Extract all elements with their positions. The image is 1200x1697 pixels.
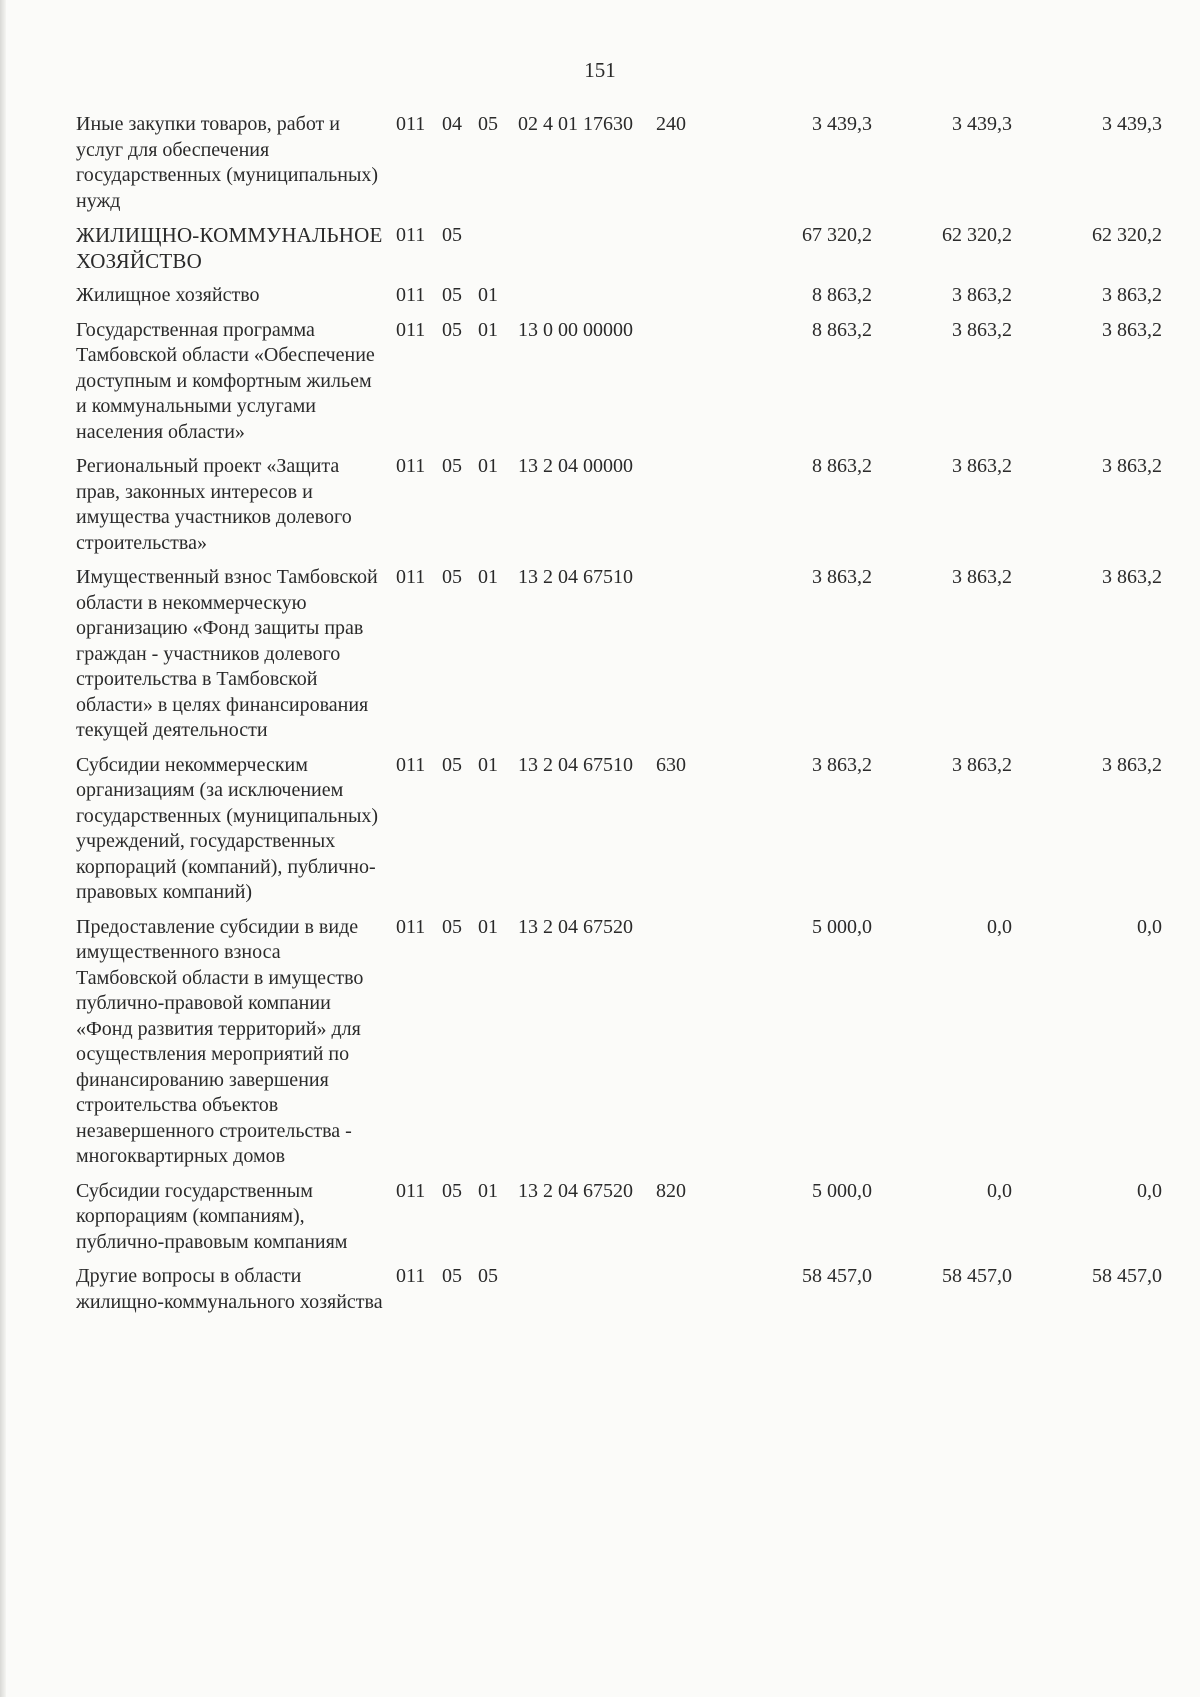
row-vr: 630 bbox=[656, 753, 686, 776]
row-name: Региональный проект «Защита прав, законных интересов и имущества участников долевого строительства» bbox=[76, 455, 352, 554]
row-sum-1: 8 863,2 bbox=[812, 284, 872, 306]
row-vr bbox=[656, 223, 722, 283]
row-csr: 13 2 04 67510 bbox=[518, 566, 633, 588]
row-name: Предоставление субсидии в виде имущественного взноса Тамбовской области в имущество публично-правовой компании «Фонд развития территорий» для осуществления мероприятий по финансированию завершения строительства объектов незавершенного строительства - многоквартирных домов bbox=[76, 915, 364, 1167]
page-number: 151 bbox=[584, 58, 616, 82]
row-rz: 05 bbox=[442, 455, 462, 477]
row-vr bbox=[656, 454, 722, 565]
table-row bbox=[76, 223, 1166, 283]
row-vr bbox=[656, 318, 722, 455]
row-csr: 13 0 00 00000 bbox=[518, 318, 633, 341]
row-sum-2: 0,0 bbox=[987, 915, 1012, 938]
row-vr bbox=[656, 915, 722, 1179]
row-pr: 01 bbox=[478, 915, 498, 938]
row-vr bbox=[656, 1264, 722, 1324]
row-name: Иные закупки товаров, работ и услуг для обеспечения государственных (муниципальных) нужд bbox=[76, 113, 379, 212]
table-row bbox=[76, 318, 1166, 455]
row-sum-3: 3 863,2 bbox=[1102, 566, 1162, 588]
row-ved: 011 bbox=[396, 284, 426, 306]
table-row bbox=[76, 283, 1166, 318]
row-vr bbox=[656, 283, 722, 318]
row-pr: 05 bbox=[478, 1265, 498, 1287]
row-sum-1: 8 863,2 bbox=[812, 455, 872, 477]
row-sum-3: 3 439,3 bbox=[1102, 113, 1162, 135]
scan-edge-shadow bbox=[0, 0, 6, 1697]
row-sum-2: 0,0 bbox=[987, 1179, 1012, 1202]
table-row bbox=[76, 1264, 1166, 1324]
row-sum-2: 3 863,2 bbox=[952, 318, 1012, 341]
row-sum-3: 0,0 bbox=[1137, 1179, 1162, 1202]
row-sum-3: 58 457,0 bbox=[1092, 1265, 1162, 1287]
row-ved: 011 bbox=[396, 566, 426, 588]
row-sum-2: 62 320,2 bbox=[942, 224, 1012, 246]
row-pr: 01 bbox=[478, 753, 498, 776]
row-name: Жилищное хозяйство bbox=[76, 284, 260, 306]
row-sum-1: 3 439,3 bbox=[812, 113, 872, 135]
row-rz: 05 bbox=[442, 753, 462, 776]
row-name: Субсидии некоммерческим организациям (за исключением государственных (муниципальных) учреждений, государственных корпораций (компаний), публично-правовых компаний) bbox=[76, 753, 379, 903]
row-pr: 01 bbox=[478, 284, 498, 306]
row-csr: 13 2 04 67520 bbox=[518, 1179, 633, 1202]
row-sum-2: 3 863,2 bbox=[952, 284, 1012, 306]
row-name: Субсидии государственным корпорациям (компаниям), публично-правовым компаниям bbox=[76, 1179, 348, 1253]
row-rz: 05 bbox=[442, 915, 462, 938]
row-csr: 13 2 04 00000 bbox=[518, 455, 633, 477]
row-sum-1: 67 320,2 bbox=[802, 224, 872, 246]
row-sum-1: 3 863,2 bbox=[812, 753, 872, 776]
row-sum-3: 3 863,2 bbox=[1102, 318, 1162, 341]
row-vr: 240 bbox=[656, 113, 686, 135]
row-sum-3: 3 863,2 bbox=[1102, 284, 1162, 306]
table-row bbox=[76, 454, 1166, 565]
row-rz: 05 bbox=[442, 318, 462, 341]
table-row bbox=[76, 1179, 1166, 1265]
row-ved: 011 bbox=[396, 318, 426, 341]
row-sum-2: 3 863,2 bbox=[952, 753, 1012, 776]
row-name: ЖИЛИЩНО-КОММУНАЛЬНОЕ ХОЗЯЙСТВО bbox=[76, 223, 383, 273]
row-csr bbox=[518, 1264, 656, 1324]
row-sum-1: 5 000,0 bbox=[812, 915, 872, 938]
row-pr: 01 bbox=[478, 566, 498, 588]
row-sum-2: 3 863,2 bbox=[952, 455, 1012, 477]
row-rz: 05 bbox=[442, 1265, 462, 1287]
budget-table bbox=[76, 112, 1166, 1324]
row-ved: 011 bbox=[396, 455, 426, 477]
row-pr bbox=[478, 223, 518, 283]
row-sum-2: 3 439,3 bbox=[952, 113, 1012, 135]
row-sum-3: 3 863,2 bbox=[1102, 753, 1162, 776]
row-ved: 011 bbox=[396, 224, 426, 246]
row-csr bbox=[518, 283, 656, 318]
row-ved: 011 bbox=[396, 915, 426, 938]
row-sum-1: 3 863,2 bbox=[812, 566, 872, 588]
row-csr: 02 4 01 17630 bbox=[518, 113, 633, 135]
row-csr bbox=[518, 223, 656, 283]
row-sum-3: 0,0 bbox=[1137, 915, 1162, 938]
row-ved: 011 bbox=[396, 113, 426, 135]
row-name: Имущественный взнос Тамбовской области в некоммерческую организацию «Фонд защиты прав граждан - участников долевого строительства в Тамбовской области» в целях финансирования текущей деятельности bbox=[76, 566, 378, 741]
row-sum-1: 8 863,2 bbox=[812, 318, 872, 341]
row-pr: 01 bbox=[478, 318, 498, 341]
row-rz: 05 bbox=[442, 566, 462, 588]
row-rz: 05 bbox=[442, 284, 462, 306]
row-sum-1: 5 000,0 bbox=[812, 1179, 872, 1202]
row-ved: 011 bbox=[396, 1179, 426, 1202]
row-name: Другие вопросы в области жилищно-коммунального хозяйства bbox=[76, 1265, 383, 1313]
row-rz: 05 bbox=[442, 224, 462, 246]
row-sum-2: 58 457,0 bbox=[942, 1265, 1012, 1287]
row-csr: 13 2 04 67520 bbox=[518, 915, 633, 938]
row-csr: 13 2 04 67510 bbox=[518, 753, 633, 776]
row-sum-2: 3 863,2 bbox=[952, 566, 1012, 588]
row-sum-1: 58 457,0 bbox=[802, 1265, 872, 1287]
row-sum-3: 62 320,2 bbox=[1092, 224, 1162, 246]
table-row bbox=[76, 915, 1166, 1179]
row-sum-3: 3 863,2 bbox=[1102, 455, 1162, 477]
table-row bbox=[76, 753, 1166, 915]
row-ved: 011 bbox=[396, 753, 426, 776]
row-name: Государственная программа Тамбовской области «Обеспечение доступным и комфортным жильем и коммунальными услугами населения области» bbox=[76, 318, 375, 443]
row-pr: 05 bbox=[478, 113, 498, 135]
row-rz: 05 bbox=[442, 1179, 462, 1202]
row-vr: 820 bbox=[656, 1179, 686, 1202]
row-ved: 011 bbox=[396, 1265, 426, 1287]
table-row bbox=[76, 565, 1166, 753]
row-rz: 04 bbox=[442, 113, 462, 135]
row-pr: 01 bbox=[478, 1179, 498, 1202]
table-row bbox=[76, 112, 1166, 223]
row-pr: 01 bbox=[478, 455, 498, 477]
row-vr bbox=[656, 565, 722, 753]
